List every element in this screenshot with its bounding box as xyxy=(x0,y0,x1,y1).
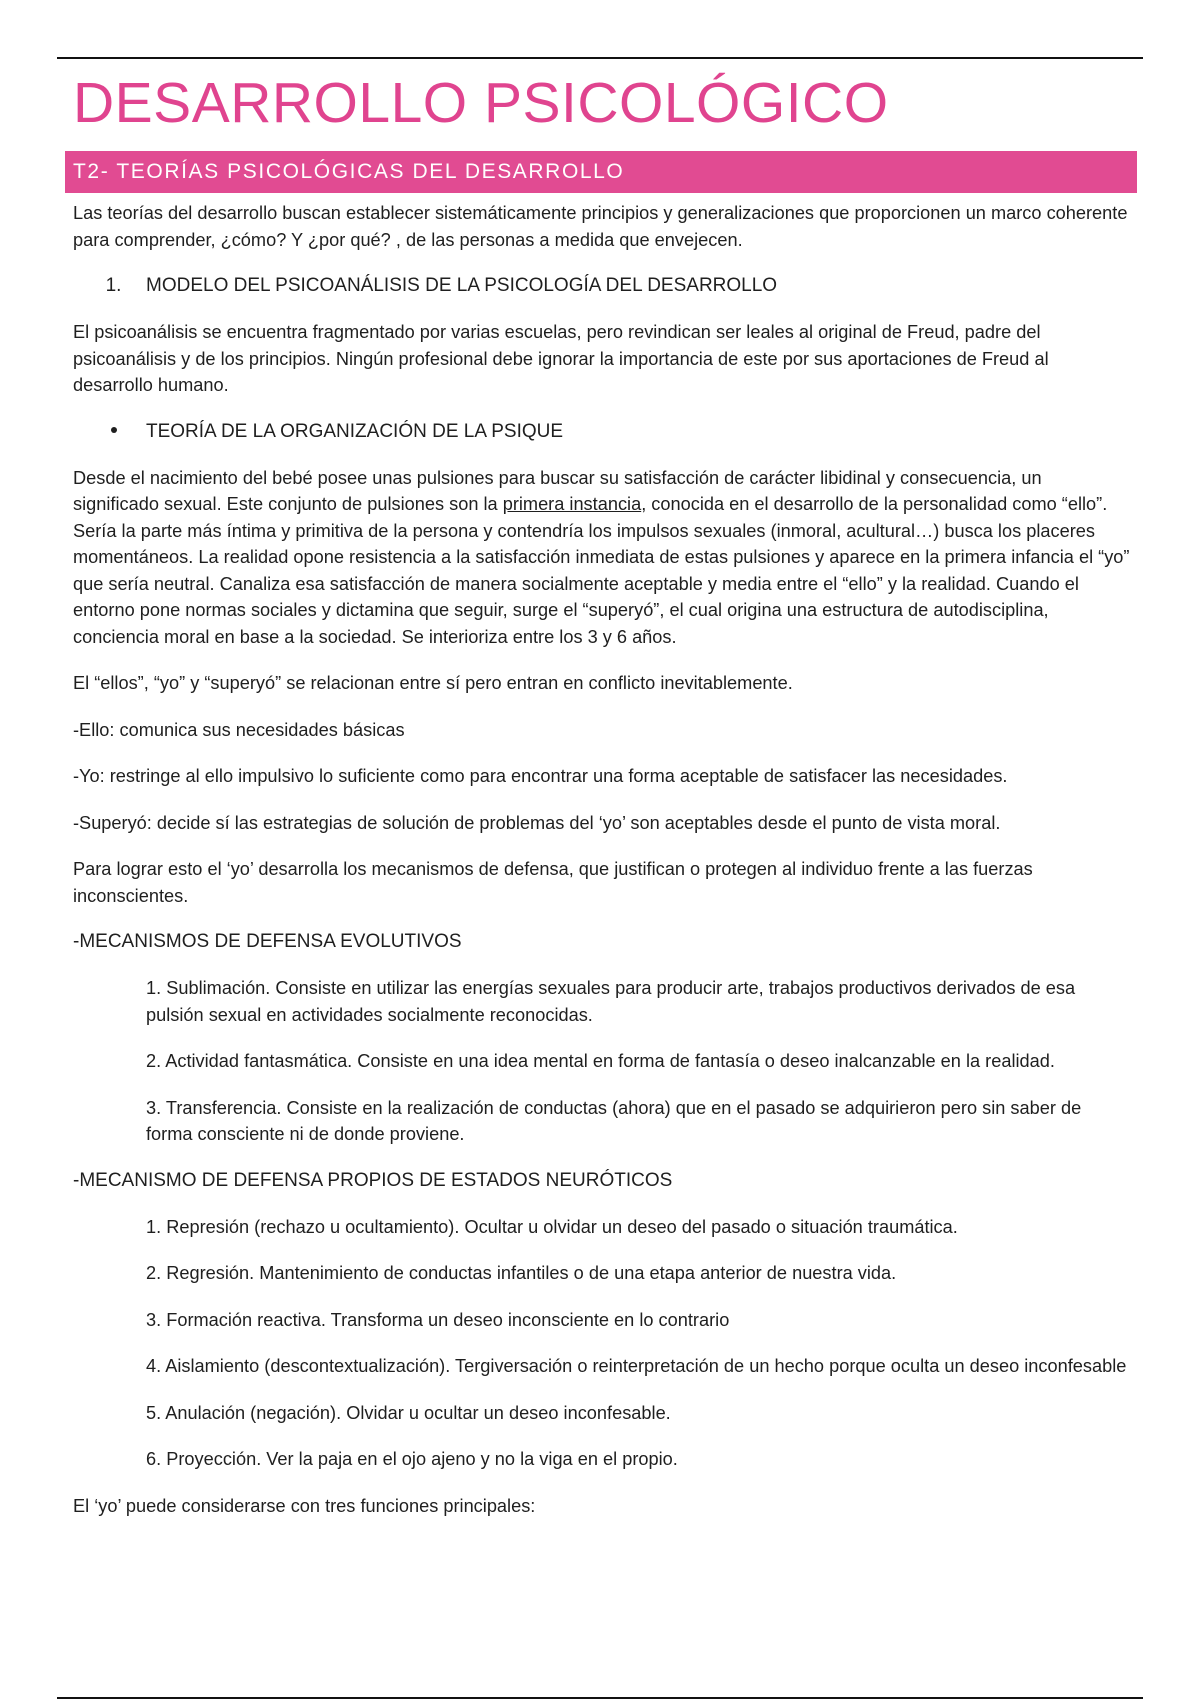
neurotico-item-3: 3. Formación reactiva. Transforma un deseo inconsciente en lo contrario xyxy=(146,1309,730,1330)
evolutivo-item-2: 2. Actividad fantasmática. Consiste en una idea mental en forma de fantasía o deseo inalcanzable en la realidad. xyxy=(146,1051,1055,1071)
conflicto-paragraph: El “ellos”, “yo” y “superyó” se relacionan entre sí pero entran en conflicto inevitablemente. xyxy=(73,673,793,693)
bottom-rule xyxy=(57,1697,1143,1699)
numbered-heading-1 xyxy=(73,273,1131,299)
mecanismos-paragraph: Para lograr esto el ‘yo’ desarrolla los mecanismos de defensa, que justifican o protegen al individuo frente a las fuerzas inconscientes. xyxy=(73,859,1033,906)
intro-paragraph: Las teorías del desarrollo buscan establecer sistemáticamente principios y generalizaciones que proporcionen un marco coherente para comprender, ¿cómo? Y ¿por qué? , de las personas a medida que envejecen. xyxy=(73,203,1128,250)
neuroticos-heading: -MECANISMO DE DEFENSA PROPIOS DE ESTADOS NEURÓTICOS xyxy=(73,1169,673,1191)
psique-paragraph xyxy=(73,465,1131,651)
neurotico-item-1: 1. Represión (rechazo u ocultamiento). Ocultar u olvidar un deseo del pasado o situación traumática. xyxy=(146,1216,958,1237)
definition-ello: -Ello: comunica sus necesidades básicas xyxy=(73,719,405,740)
neurotico-item-4: 4. Aislamiento (descontextualización). Tergiversación o reinterpretación de un hecho porque oculta un deseo inconfesable xyxy=(146,1356,1127,1376)
neurotico-item-5: 5. Anulación (negación). Olvidar u ocultar un deseo inconfesable. xyxy=(146,1402,671,1423)
bullet-marker xyxy=(73,419,146,445)
primera-instancia-underlined: primera instancia xyxy=(502,494,642,514)
psique-text-after: , conocida en el desarrollo de la personalidad como “ello”. Sería la parte más íntima y primitiva de la persona y contendría los impulsos sexuales (inmoral, acultural…) busca los placeres momentáneos. La realidad opone resistencia a la satisfacción inmediata de estas pulsiones y aparece en la primera infancia el “yo” que sería neutral. Canaliza esa satisfacción de manera socialmente aceptable y media entre el “ello” y la realidad. Cuando el entorno pone normas sociales y dictamina que seguir, surge el “superyó”, el cual origina una estructura de autodisciplina, conciencia moral en base a la sociedad. Se interioriza entre los 3 y 6 años. xyxy=(73,494,1130,647)
funciones-paragraph: El ‘yo’ puede considerarse con tres funciones principales: xyxy=(73,1495,536,1516)
psicoanalisis-paragraph: El psicoanálisis se encuentra fragmentado por varias escuelas, pero revindican ser leales al original de Freud, padre del psicoanálisis y de los principios. Ningún profesional debe ignorar la importancia de este por sus aportaciones de Freud al desarrollo humano. xyxy=(73,322,1049,395)
definition-superyo: -Superyó: decide sí las estrategias de solución de problemas del ‘yo’ son aceptables desde el punto de vista moral. xyxy=(73,812,1001,833)
heading-number: 1. xyxy=(105,275,122,296)
evolutivo-item-3: 3. Transferencia. Consiste en la realización de conductas (ahora) que en el pasado se adquirieron pero sin saber de forma consciente ni de donde proviene. xyxy=(146,1097,1082,1144)
psique-text-before: Desde el nacimiento del bebé posee unas pulsiones para buscar su satisfacción de carácter libidinal y consecuencia, un significado sexual. Este conjunto de pulsiones son la xyxy=(73,467,1042,514)
bullet-heading xyxy=(73,419,1131,445)
bullet-heading-text: TEORÍA DE LA ORGANIZACIÓN DE LA PSIQUE xyxy=(146,420,564,442)
neurotico-item-2: 2. Regresión. Mantenimiento de conductas infantiles o de una etapa anterior de nuestra vida. xyxy=(146,1263,897,1283)
evolutivos-heading: -MECANISMOS DE DEFENSA EVOLUTIVOS xyxy=(73,931,462,952)
bullet-dot-icon xyxy=(111,427,117,433)
neurotico-item-6: 6. Proyección. Ver la paja en el ojo ajeno y no la viga en el propio. xyxy=(146,1449,678,1469)
document-title: DESARROLLO PSICOLÓGICO xyxy=(73,71,889,135)
section-heading-bar: T2- TEORÍAS PSICOLÓGICAS DEL DESARROLLO xyxy=(65,151,1137,193)
top-rule xyxy=(57,57,1143,59)
heading-text: MODELO DEL PSICOANÁLISIS DE LA PSICOLOGÍA DEL DESARROLLO xyxy=(146,275,778,296)
definition-yo: -Yo: restringe al ello impulsivo lo suficiente como para encontrar una forma aceptable de satisfacer las necesidades. xyxy=(73,766,1008,786)
document-body xyxy=(73,70,1131,1519)
evolutivo-item-1: 1. Sublimación. Consiste en utilizar las energías sexuales para producir arte, trabajos productivos derivados de esa pulsión sexual en actividades socialmente reconocidas. xyxy=(146,978,1076,1025)
